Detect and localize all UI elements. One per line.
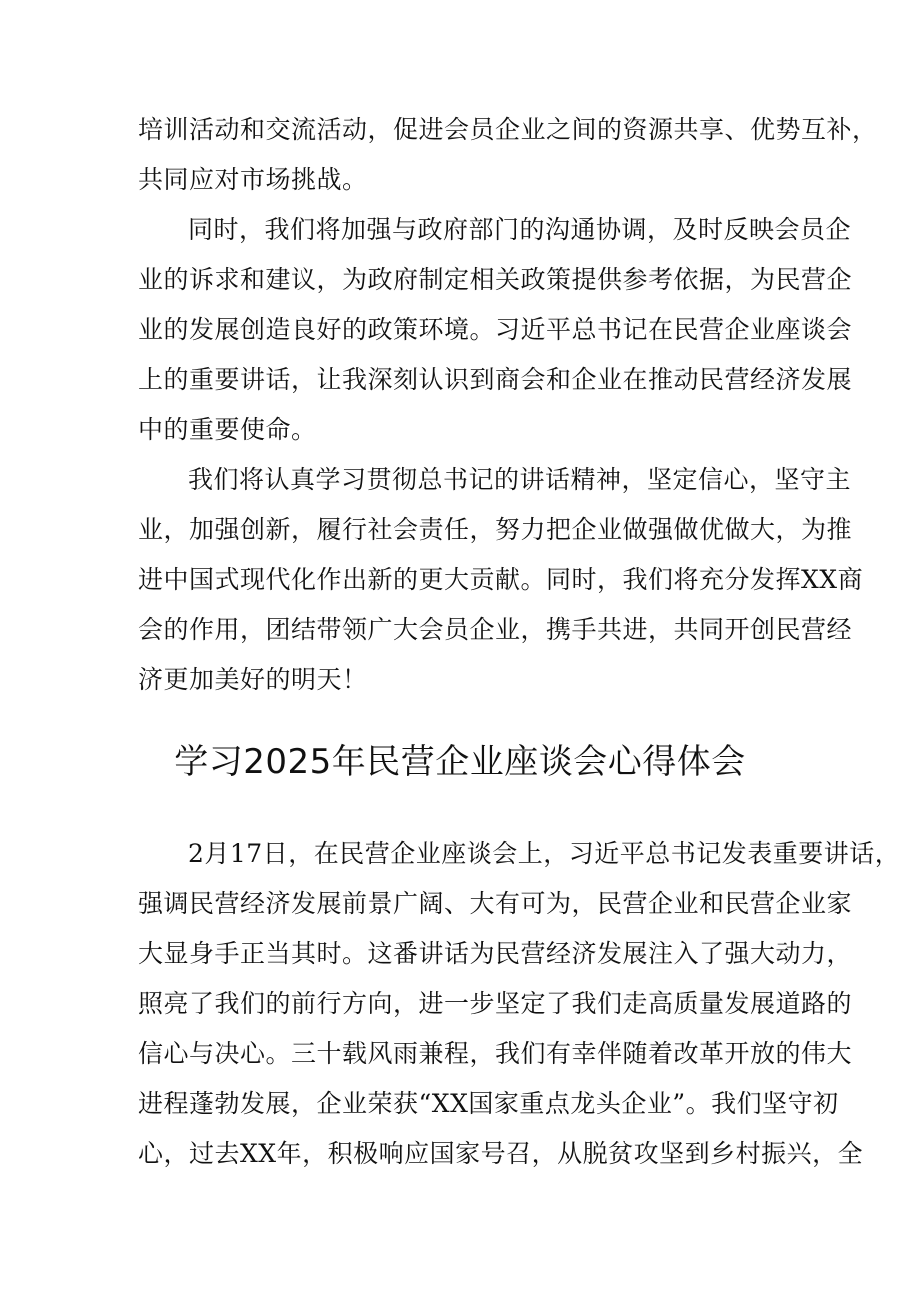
text-line: 业的诉求和建议，为政府制定相关政策提供参考依据，为民营企 [138,265,853,294]
text-line: 业的发展创造良好的政策环境。习近平总书记在民营企业座谈会 [138,315,853,344]
text-line: 进程蓬勃发展，企业荣获“XX国家重点龙头企业”。我们坚守初 [138,1089,839,1118]
text-line: 照亮了我们的前行方向，进一步坚定了我们走高质量发展道路的 [138,989,853,1018]
text-line: 大显身手正当其时。这番讲话为民营经济发展注入了强大动力， [138,939,853,968]
text-line: 会的作用，团结带领广大会员企业，携手共进，共同开创民营经 [138,615,853,644]
text-line: 济更加美好的明天！ [138,665,368,694]
text-line: 心，过去XX年，积极响应国家号召，从脱贫攻坚到乡村振兴，全 [138,1139,864,1168]
article-title: 学习2025年民营企业座谈会心得体会 [174,742,746,782]
text-line: 上的重要讲话，让我深刻认识到商会和企业在推动民营经济发展 [138,365,853,394]
text-line: 我们将认真学习贯彻总书记的讲话精神，坚定信心，坚守主 [188,465,852,494]
text-line: 2月17日，在民营企业座谈会上，习近平总书记发表重要讲话， [188,839,901,868]
text-line: 强调民营经济发展前景广阔、大有可为，民营企业和民营企业家 [138,889,853,918]
text-line: 中的重要使命。 [138,415,317,444]
text-line: 信心与决心。三十载风雨兼程，我们有幸伴随着改革开放的伟大 [138,1039,853,1068]
text-line: 业，加强创新，履行社会责任，努力把企业做强做优做大，为推 [138,515,853,544]
text-line: 同时，我们将加强与政府部门的沟通协调，及时反映会员企 [188,215,852,244]
text-line: 培训活动和交流活动，促进会员企业之间的资源共享、优势互补， [138,115,878,144]
text-line: 进中国式现代化作出新的更大贡献。同时，我们将充分发挥XX商 [138,565,864,594]
text-line: 共同应对市场挑战。 [138,165,368,194]
